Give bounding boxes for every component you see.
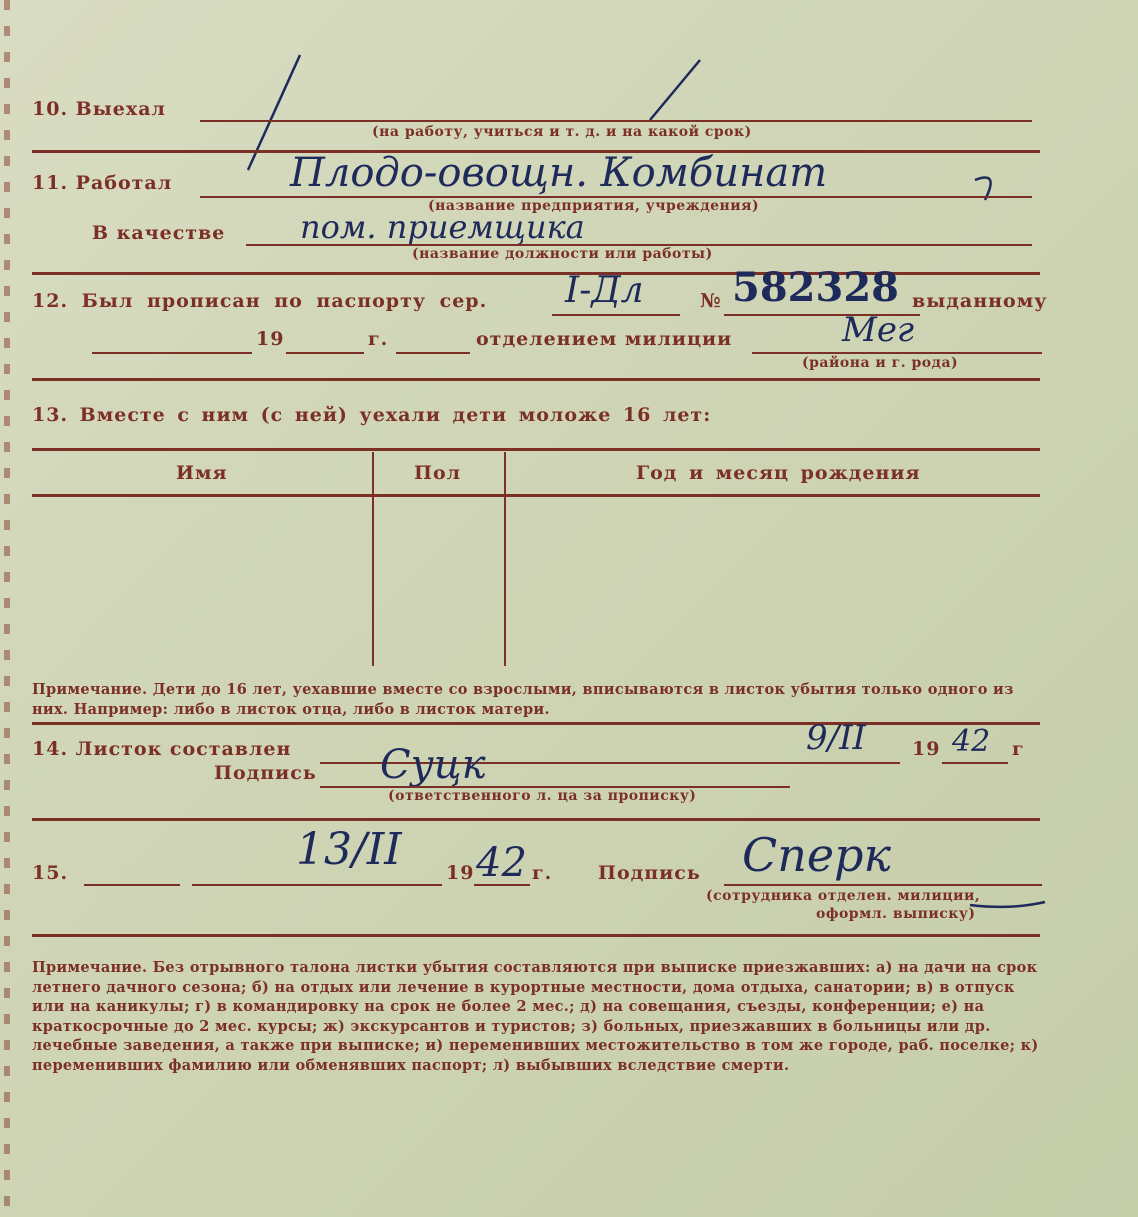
field-10-line	[200, 120, 1032, 122]
field-14-label: 14. Листок составлен	[32, 738, 292, 760]
field-15-signature-value: Сперк	[742, 828, 891, 882]
field-15-signature-hint-1: (сотрудника отделен. милиции,	[706, 888, 981, 904]
divider	[32, 378, 1040, 381]
issue-blank-line	[396, 352, 470, 354]
note-2-text: Без отрывного талона листки убытия составляются при выписке приезжавших: а) на дачи на срок летнего дачного сезона; б) на отдых или лечение в курортные местности, дома отдыха, санатории; в) в отпуск или на каникулы; г) в командировку на срок не более 2 мес.; д) на совещания, съезды, конференции; е) на краткосрочные до 2 мес. курсы; ж) экскурсантов и туристов; з) больных, приезжавших в больницы или др. лечебные заведения, а также при выписке; и) переменивших местожительство в том же городе, раб. поселке; к) переменивших фамилию или обменявших паспорт; л) выбывших вследствие смерти.	[32, 959, 1039, 1074]
field-15-day-line	[84, 884, 180, 886]
issue-date-line	[92, 352, 252, 354]
passport-issued-label: выданному	[912, 290, 1048, 312]
divider	[32, 722, 1040, 725]
field-15-label: 15.	[32, 862, 69, 884]
issue-year-line	[286, 352, 364, 354]
field-13-label: 13. Вместе с ним (с ней) уехали дети моложе 16 лет:	[32, 404, 712, 426]
field-10-label: 10. Выехал	[32, 98, 166, 120]
children-col-name: Имя	[176, 462, 228, 484]
field-15-year-line	[474, 884, 530, 886]
field-15-date-line	[192, 884, 442, 886]
issue-year-suffix: г.	[368, 328, 389, 350]
note-2	[32, 958, 1042, 1075]
children-table-header-rule	[32, 494, 1040, 497]
passport-number-label: №	[700, 290, 722, 312]
field-12-label: 12. Был прописан по паспорту сер.	[32, 290, 488, 312]
note-2-lead: Примечание.	[32, 959, 148, 976]
issue-department-hint: (района и г. рода)	[802, 355, 959, 371]
children-col-sex: Пол	[414, 462, 462, 484]
field-15-signature-label: Подпись	[598, 862, 701, 884]
note-1-lead: Примечание.	[32, 681, 148, 698]
field-15-signature-hint-2: оформл. выписку)	[816, 906, 976, 922]
note-1	[32, 680, 1042, 719]
field-11-position-value: пом. приемщика	[300, 208, 585, 246]
note-1-text: Дети до 16 лет, уехавшие вместе со взрослыми, вписываются в листок убытия только одного из них. Например: либо в листок отца, либо в листок матери.	[32, 681, 1014, 718]
field-10-hint: (на работу, учиться и т. д. и на какой срок)	[372, 124, 752, 140]
field-15-signature-line	[724, 884, 1042, 886]
field-11-hint: (название предприятия, учреждения)	[428, 198, 760, 214]
divider	[32, 818, 1040, 821]
field-11-position-hint: (название должности или работы)	[412, 246, 713, 262]
children-col-divider-2	[504, 452, 506, 666]
passport-number-value: 582328	[732, 264, 899, 311]
children-table-top	[32, 448, 1040, 451]
issue-department-label: отделением милиции	[476, 328, 733, 350]
field-15-year-suffix: г.	[532, 862, 553, 884]
field-15-year-value: 42	[476, 840, 527, 886]
children-col-divider-1	[372, 452, 374, 666]
field-11-label: 11. Работал	[32, 172, 173, 194]
issue-department-value: Мег	[842, 310, 915, 350]
cross-out-stroke-2	[650, 60, 700, 120]
field-14-signature-value: Суцк	[380, 742, 486, 788]
field-14-year-line	[942, 762, 1008, 764]
field-14-year-prefix: 19	[912, 738, 941, 760]
field-14-year-value: 42	[952, 724, 991, 759]
field-11-position-label: В качестве	[92, 222, 226, 244]
passport-series-line	[552, 314, 680, 316]
children-col-birth: Год и месяц рождения	[636, 462, 921, 484]
issue-year-prefix: 19	[256, 328, 285, 350]
passport-series-value: I-Дл	[565, 270, 644, 311]
field-15-date-value: 13/II	[296, 824, 402, 875]
field-14-year-suffix: г	[1012, 738, 1025, 760]
issue-department-line	[752, 352, 1042, 354]
divider	[32, 934, 1040, 937]
field-14-signature-hint: (ответственного л. ца за прописку)	[388, 788, 697, 804]
field-15-year-prefix: 19	[446, 862, 475, 884]
field-11-value: Плодо-овощн. Комбинат	[290, 150, 828, 196]
field-14-signature-label: Подпись	[214, 762, 317, 784]
signature-tail	[970, 902, 1045, 907]
field-14-date-value: 9/II	[806, 718, 866, 758]
